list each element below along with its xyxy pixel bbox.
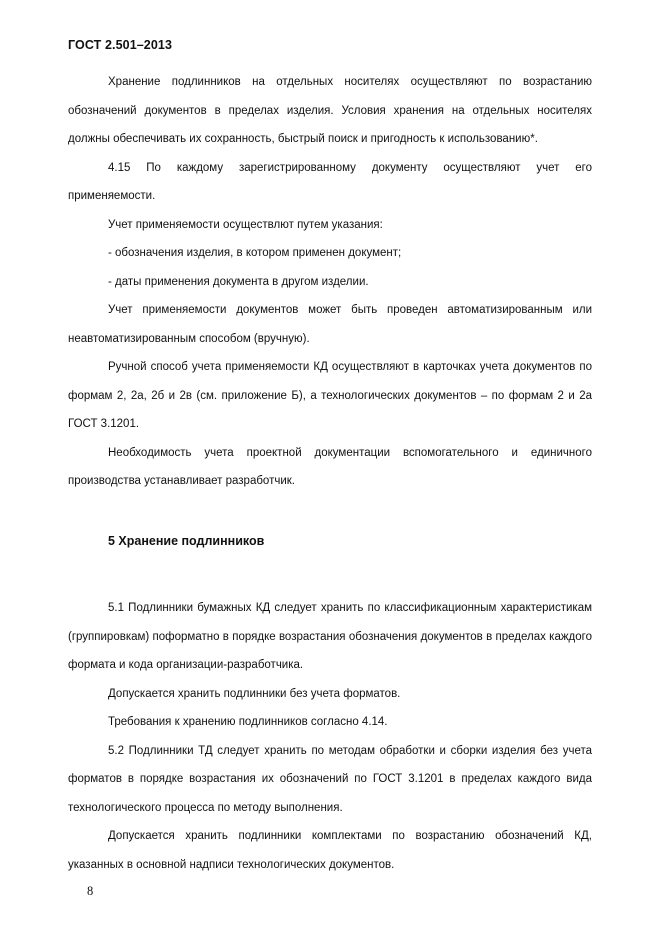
paragraph-without-formats: Допускается хранить подлинники без учета форматов. (108, 687, 401, 700)
paragraph-requirements: Требования к хранению подлинников согласно 4.14. (108, 716, 388, 728)
page-number: 8 (87, 884, 94, 898)
document-body (68, 68, 592, 879)
paragraph-storage-conditions: Хранение подлинников на отдельных носителях осуществляют по возрастанию обозначений документов в пределах изделия. Условия хранения на отдельных носителях должны обеспечивать их сохранность, быстрый поиск и пригодность к использованию*. (68, 76, 592, 145)
section-title: 5 Хранение подлинников (108, 533, 265, 548)
paragraph-manual-accounting: Ручной способ учета применяемости КД осуществляют в карточках учета документов по формам 2, 2а, 2б и 2в (см. приложение Б), а технологических документов – по формам 2 и 2а ГОСТ 3.1201. (68, 361, 592, 430)
paragraph-4-15: 4.15 По каждому зарегистрированному документу осуществляют учет его применяемости. (68, 161, 592, 202)
paragraph-sets-storage: Допускается хранить подлинники комплектами по возрастанию обозначений КД, указанных в основной надписи технологических документов. (68, 830, 592, 871)
list-item-product-designation: - обозначения изделия, в котором применен документ; (108, 247, 402, 259)
document-header: ГОСТ 2.501–2013 (68, 38, 173, 52)
paragraph-project-documentation: Необходимость учета проектной документации вспомогательного и единичного производства устанавливает разработчик. (68, 446, 592, 487)
paragraph-5-2: 5.2 Подлинники ТД следует хранить по методам обработки и сборки изделия без учета форматов в порядке возрастания их обозначений по ГОСТ 3.1201 в пределах каждого вида технологического процесса по методу выполнения. (68, 744, 592, 814)
list-item-application-date: - даты применения документа в другом изделии. (108, 275, 369, 288)
paragraph-accounting-method: Учет применяемости осуществлют путем указания: (108, 218, 383, 231)
paragraph-automated-accounting: Учет применяемости документов может быть проведен автоматизированным или неавтоматизированным способом (вручную). (68, 304, 592, 345)
paragraph-5-1: 5.1 Подлинники бумажных КД следует хранить по классификационным характеристикам (группировкам) поформатно в порядке возрастания обозначения документов в пределах каждого формата и кода организации-разработчика. (68, 602, 592, 671)
